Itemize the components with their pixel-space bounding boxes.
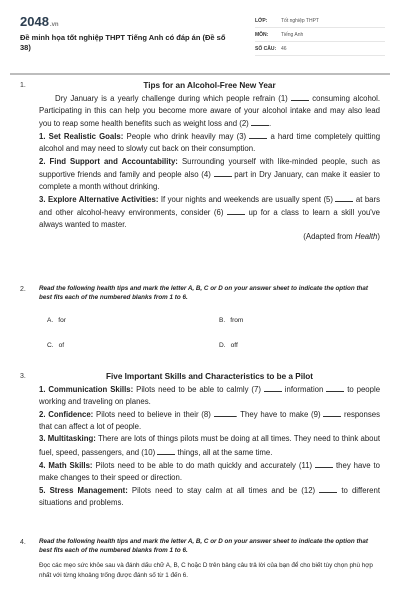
meta-value: Tốt nghiệp THPT xyxy=(281,17,319,24)
question-number: 2. xyxy=(20,286,26,293)
passage-intro xyxy=(39,92,380,130)
passage-text: Pilots need to stay calm at all times and be (12) xyxy=(131,485,316,495)
passage-text: . xyxy=(268,119,272,129)
passage-text: to different situations and problems. xyxy=(39,485,380,507)
skill-heading: 3. Multitasking: xyxy=(39,434,96,444)
skill-heading: 2. Confidence: xyxy=(39,410,94,420)
blank-8 xyxy=(214,408,236,417)
option-text: of xyxy=(58,341,65,349)
passage-text: at bars and other alcohol-heavy environments, consider (6) xyxy=(39,194,381,217)
passage-title: Tips for an Alcohol-Free New Year xyxy=(143,81,276,90)
question-1 xyxy=(20,80,380,243)
meta-row-count xyxy=(255,42,385,56)
skill-heading: 4. Math Skills: xyxy=(39,460,93,470)
option-a[interactable] xyxy=(47,315,219,327)
meta-label: MÔN: xyxy=(255,31,269,38)
question-instruction: Read the following health tips and mark the letter A, B, C or D on your answer sheet to indicate the option that best fits each of the numbered blanks from 1 to 6. xyxy=(39,538,368,555)
meta-label: LỚP: xyxy=(255,17,268,24)
passage-text: to people working and traveling on planes. xyxy=(39,385,381,407)
passage-text: a hard time completely quitting alcohol and may need to slowly cut back on their consumption. xyxy=(39,132,381,154)
passage-text: Pilots need to believe in their (8) xyxy=(96,410,211,420)
option-b[interactable] xyxy=(219,315,369,327)
passage-text: People who drink heavily may (3) xyxy=(126,132,247,142)
skill-4 xyxy=(39,459,380,484)
tip-3 xyxy=(39,193,380,231)
meta-value: 46 xyxy=(281,45,287,52)
option-letter: B. xyxy=(219,316,226,324)
passage-text: Pilots need to be able to calmly (7) xyxy=(136,385,261,395)
tip-heading: 3. Explore Alternative Activities: xyxy=(39,194,159,204)
blank-3 xyxy=(249,130,267,139)
tip-heading: 1. Set Realistic Goals: xyxy=(39,132,124,142)
passage-text: consuming alcohol. Participating in this can help you become more aware of your alcohol intake and may also lead you to reap some health benefits such as weight loss and (2) xyxy=(39,94,381,129)
question-number: 4. xyxy=(20,539,26,546)
passage-text: responses that can affect a lot of people. xyxy=(39,410,380,432)
source-name: Health xyxy=(354,232,378,242)
skill-heading: 1. Communication Skills: xyxy=(39,385,134,395)
logo-suffix: .vn xyxy=(49,22,59,28)
meta-row-class xyxy=(255,14,385,28)
question-instruction: Read the following health tips and mark the letter A, B, C or D on your answer sheet to indicate the option that best fits each of the numbered blanks from 1 to 6. xyxy=(39,285,368,302)
blank-9 xyxy=(323,408,341,417)
option-c[interactable] xyxy=(47,340,219,352)
option-letter: A. xyxy=(47,316,54,324)
option-text: off xyxy=(230,341,238,349)
passage-text: . They have to make (9) xyxy=(235,410,321,420)
skill-5 xyxy=(39,484,380,509)
passage-text: things, all at the same time. xyxy=(177,447,273,457)
exam-meta xyxy=(255,14,385,56)
meta-row-subject xyxy=(255,28,385,42)
instruction-translation: Đọc các mẹo sức khỏe sau và đánh dấu chữ A, B, C hoặc D trên bảng câu trả lời của bạn để cho biết tùy chọn phù hợp nhất với từng khoảng trống được đánh số từ 1 đến 6. xyxy=(39,561,373,579)
blank-5 xyxy=(335,193,353,202)
blank-1 xyxy=(291,92,309,101)
skill-2 xyxy=(39,408,380,433)
blank-7b xyxy=(326,383,344,392)
passage-text: Dry January is a yearly challenge during which people refrain (1) xyxy=(55,94,288,104)
source-text: ) xyxy=(377,232,380,242)
header-divider xyxy=(10,73,390,75)
passage-text: part in Dry January, can make it easier to complete a month without drinking. xyxy=(39,169,381,191)
tip-2 xyxy=(39,156,380,193)
passage-title: Five Important Skills and Characteristics to be a Pilot xyxy=(105,372,314,381)
skill-heading: 5. Stress Management: xyxy=(39,485,128,495)
passage-text: information xyxy=(284,385,324,395)
passage-text: up for a class to learn a skill you've always wanted to master. xyxy=(39,207,380,230)
blank-12 xyxy=(319,484,337,493)
tip-1 xyxy=(39,130,380,155)
blank-4 xyxy=(214,168,232,177)
passage-source xyxy=(39,231,380,243)
blank-2 xyxy=(251,117,272,129)
meta-value: Tiếng Anh xyxy=(281,31,304,38)
logo-text: 2048 xyxy=(20,14,49,29)
passage-text: If your nights and weekends are usually spent (5) xyxy=(160,194,333,204)
option-text: for xyxy=(58,316,66,324)
blank-6 xyxy=(227,206,245,215)
question-2 xyxy=(20,284,380,352)
page-title: Đề minh họa tốt nghiệp THPT Tiếng Anh có đáp án (Đề số 38) xyxy=(20,33,226,52)
skill-1 xyxy=(39,383,380,408)
source-text: (Adapted from xyxy=(303,232,355,242)
option-letter: D. xyxy=(219,341,226,349)
passage-text: There are lots of things pilots must be doing at all times. They need to think about fuel, speed, passengers, and (10) xyxy=(39,434,380,457)
passage-text: Pilots need to be able to do math quickly and accurately (11) xyxy=(95,460,313,470)
answer-options xyxy=(47,315,380,352)
blank-7 xyxy=(264,383,282,392)
site-logo[interactable] xyxy=(20,14,59,29)
skill-3 xyxy=(39,433,380,458)
blank-11 xyxy=(315,459,333,468)
option-text: from xyxy=(230,316,244,324)
question-number: 1. xyxy=(20,82,26,89)
passage-text: they have to make changes to their speed or direction. xyxy=(39,460,381,482)
option-letter: C. xyxy=(47,341,54,349)
question-4 xyxy=(20,537,380,581)
blank-10 xyxy=(157,446,175,455)
passage-text: Surrounding yourself with like-minded people, such as supportive friends and family and people also (4) xyxy=(39,156,381,179)
question-number: 3. xyxy=(20,373,26,380)
tip-heading: 2. Find Support and Accountability: xyxy=(39,156,178,166)
option-d[interactable] xyxy=(219,340,369,352)
meta-label: SỐ CÂU: xyxy=(255,45,277,52)
question-3 xyxy=(20,371,380,509)
